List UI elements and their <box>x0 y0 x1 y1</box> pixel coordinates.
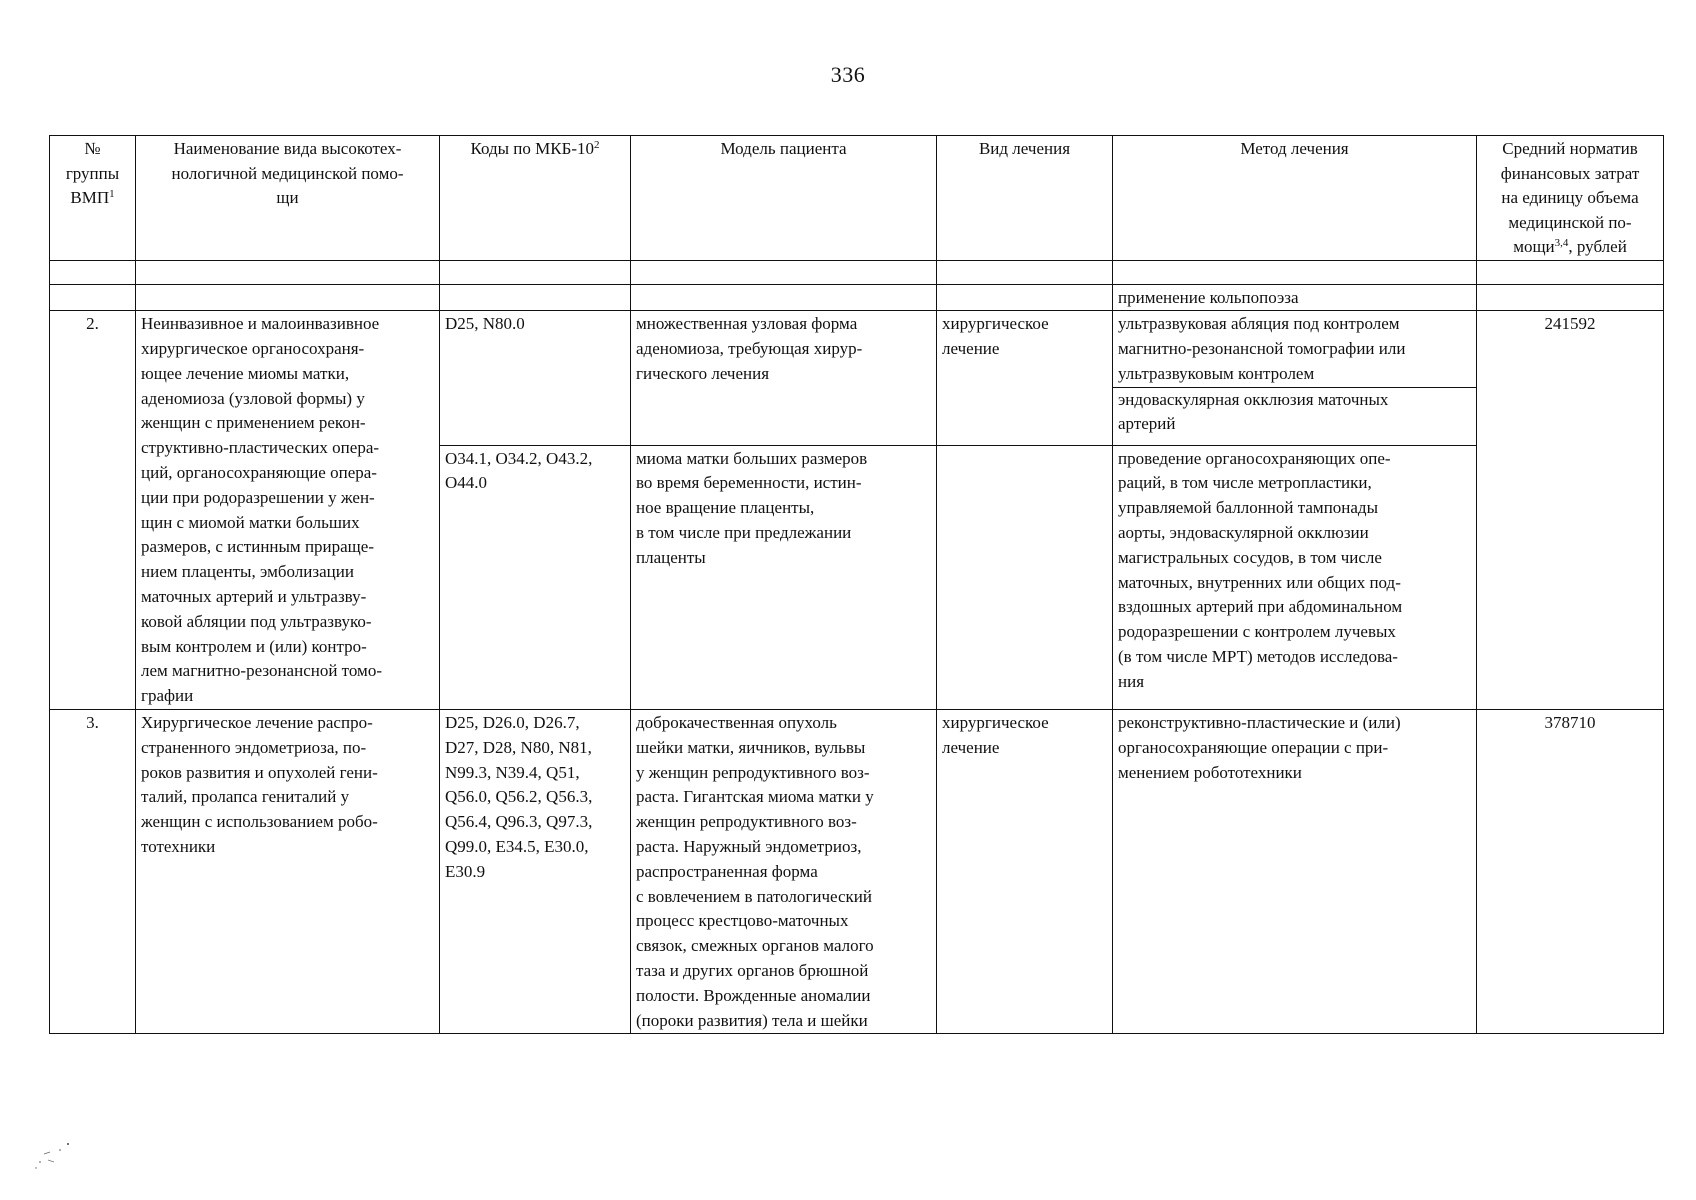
group-2-methods-a <box>1113 311 1477 445</box>
scan-specks <box>30 1138 90 1178</box>
group-2-model-b: миома матки больших размеров во время беременности, истин- ное вращение плаценты, в том числе при предлежании плаценты <box>631 445 937 709</box>
header-treatment-method: Метод лечения <box>1113 136 1477 261</box>
group-3-number: 3. <box>50 710 136 1034</box>
group-2-codes-b: O34.1, O34.2, O43.2, O44.0 <box>440 445 631 709</box>
continuation-row <box>50 284 1664 311</box>
table-row <box>50 710 1664 1034</box>
table-row <box>50 311 1664 445</box>
group-2-model-a: множественная узловая форма аденомиоза, требующая хирур- гического лечения <box>631 311 937 445</box>
group-3-method: реконструктивно-пластические и (или) органосохраняющие операции с при- менением робототехники <box>1113 710 1477 1034</box>
group-3-care-name: Хирургическое лечение распро- страненного эндометриоза, по- роков развития и опухолей гени- талий, пролапса гениталий у женщин с использованием робо- тотехники <box>136 710 440 1034</box>
header-group-number: № группы ВМП$^1$ <box>50 136 136 261</box>
method-divider <box>1113 387 1476 388</box>
group-2-method-a2: эндоваскулярная окклюзия маточных артерий <box>1118 389 1389 434</box>
header-care-name: Наименование вида высокотех- нологичной медицинской помо- щи <box>136 136 440 261</box>
header-treatment-type: Вид лечения <box>937 136 1113 261</box>
page-number: 336 <box>830 62 866 87</box>
header-icd-codes: Коды по МКБ-$10^2$ <box>440 136 631 261</box>
group-2-method-b: проведение органосохраняющих опе- раций, в том числе метропластики, управляемой баллонной тампонады аорты, эндоваскулярной окклюзии магистральных сосудов, в том числе маточных, внутренних или общих под- вздошных артерий при абдоминальном родоразрешении с контролем лучевых (в том числе МРТ) методов исследова- ния <box>1113 445 1477 709</box>
group-3-treatment-type: хирургическое лечение <box>937 710 1113 1034</box>
column-number-row <box>50 260 1664 284</box>
group-2-cost: 241592 <box>1477 311 1664 710</box>
vmp-table <box>49 135 1664 1034</box>
header-row <box>50 136 1664 261</box>
group-3-codes: D25, D26.0, D26.7, D27, D28, N80, N81, N99.3, N39.4, Q51, Q56.0, Q56.2, Q56.3, Q56.4, Q96.3, Q97.3, Q99.0, E34.5, E30.0, E30.9 <box>440 710 631 1034</box>
group-3-model: доброкачественная опухоль шейки матки, яичников, вульвы у женщин репродуктивного воз- раста. Гигантская миома матки у женщин репродуктивного воз- раста. Наружный эндометриоз, распространенная форма с вовлечением в патологический процесс крестцово-маточных связок, смежных органов малого таза и других органов брюшной полости. Врожденные аномалии (пороки развития) тела и шейки <box>631 710 937 1034</box>
group-3-cost: 378710 <box>1477 710 1664 1034</box>
group-2-treatment-type-a: хирургическое лечение <box>937 311 1113 445</box>
group-2-care-name: Неинвазивное и малоинвазивное хирургическое органосохраня- ющее лечение миомы матки, аденомиоза (узловой формы) у женщин с применением рекон- структивно-пластических опера- ций, органосохраняющие опера- ции при родоразрешении у жен- щин с миомой матки больших размеров, с истинным прираще- нием плаценты, эмболизации маточных артерий и ультразву- ковой абляции под ультразвуко- вым контролем и (или) контро- лем магнитно-резонансной томо- графии <box>136 311 440 710</box>
group-2-method-a1: ультразвуковая абляция под контролем магнитно-резонансной томографии или ультразвуковым контролем <box>1118 314 1406 383</box>
group-2-treatment-type-b <box>937 445 1113 709</box>
header-patient-model: Модель пациента <box>631 136 937 261</box>
group-2-number: 2. <box>50 311 136 710</box>
group-2-codes-a: D25, N80.0 <box>440 311 631 445</box>
continuation-method: применение кольпопоэза <box>1113 284 1477 311</box>
header-average-cost: Средний норматив финансовых затрат на единицу объема медицинской по- мощи$^{3,4}$, рублей <box>1477 136 1664 261</box>
